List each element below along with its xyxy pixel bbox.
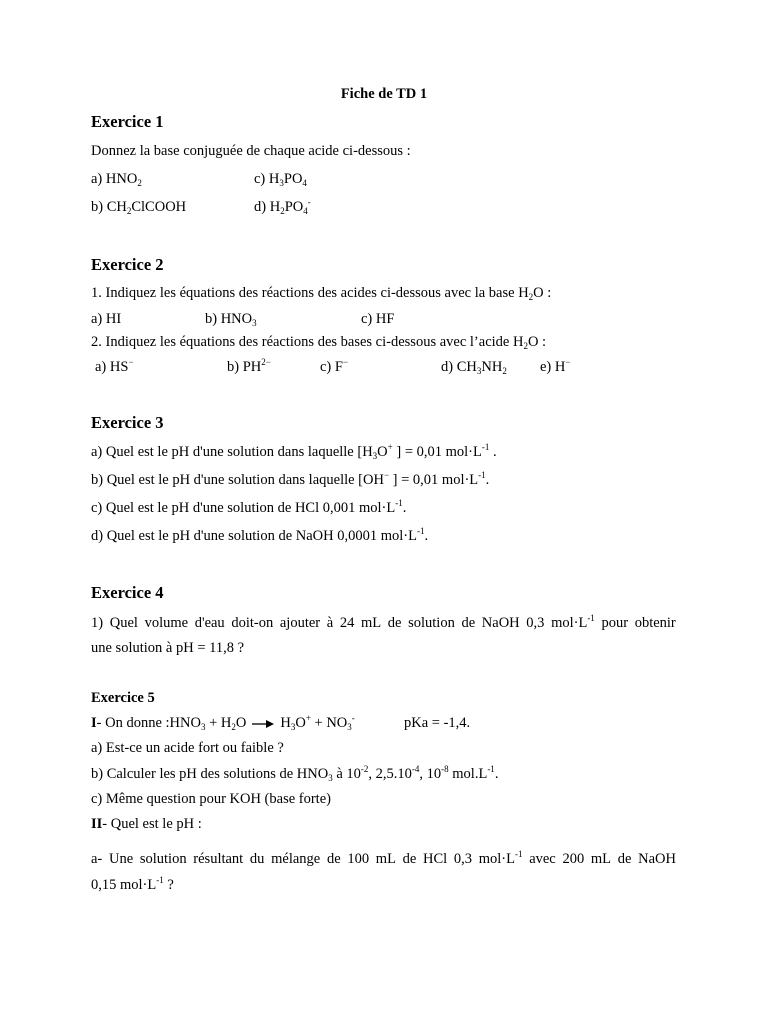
exercise-2-q2-item-c: c) F− (320, 357, 349, 375)
exercise-1-prompt: Donnez la base conjuguée de chaque acide ci-dessous : (91, 143, 411, 159)
exercise-5-part-2-heading: II- Quel est le pH : (91, 816, 202, 832)
exercise-2-question-1: 1. Indiquez les équations des réactions des acides ci-dessous avec la base $H_2O$ : (91, 285, 552, 302)
exercise-5-item-c: c) Même question pour KOH (base forte) (91, 791, 331, 807)
exercise-5-part-2-item-a-line-1: a- Une solution résultant du mélange de 100 mL de HCl 0,3 $mol\cdot L^{-1}$ avec 200 mL de NaOH (91, 849, 676, 867)
exercise-5-item-b: b) Calculer les pH des solutions de $HNO_3$ à $10^{-2}$, $2,5.10^{-4}$, $10^{-8}$ $mol.L^{-1}$. (91, 764, 499, 783)
exercise-2-question-2: 2. Indiquez les équations des réactions des bases ci-dessous avec l’acide $H_2O$ : (91, 334, 547, 351)
exercise-3-item-b: b) Quel est le pH d'une solution dans laquelle [OH− ] = 0,01 $mol\cdot L^{-1}$. (91, 470, 490, 488)
exercise-1-item-c: c) $H_3PO_4$ (254, 171, 307, 188)
exercise-2-q2-item-e: e) H− (540, 357, 571, 375)
exercise-5-part-1-equation: I- On donne $:HNO_3 + H_2O$ $H_3O^+ + NO_3^-$ (91, 713, 355, 732)
exercise-2-q2-item-b: b) $PH^{2-}$ (227, 357, 271, 375)
exercise-1-heading: Exercice 1 (91, 112, 164, 131)
exercise-1-item-b: b) $CH_2ClCOOH$ (91, 199, 187, 216)
exercise-1-item-d: d) $H_2PO_4^-$ (254, 197, 311, 216)
exercise-2-q1-item-a: a) HI (91, 311, 122, 327)
exercise-4-heading: Exercice 4 (91, 583, 164, 602)
exercise-5-part-2-item-a-line-2: 0,15 $mol\cdot L^{-1}$ ? (91, 875, 174, 893)
document-title: Fiche de TD 1 (340, 86, 428, 102)
exercise-2-heading: Exercice 2 (91, 255, 164, 274)
exercise-2-q2-item-d: d) $CH_3NH_2$ (441, 359, 507, 376)
exercise-5-item-a: a) Est-ce un acide fort ou faible ? (91, 740, 284, 756)
exercise-5-pka: pKa = -1,4. (404, 715, 471, 731)
exercise-4-question-line-1: 1) Quel volume d'eau doit-on ajouter à 24 mL de solution de NaOH 0,3 $mol\cdot L^{-1}$ pour obtenir (91, 613, 676, 631)
exercise-2-q1-item-b: b) $HNO_3$ (205, 311, 257, 328)
exercise-3-item-a: a) Quel est le pH d'une solution dans laquelle [$H_3O^+$ ] = 0,01 $mol\cdot L^{-1}$ . (91, 442, 497, 461)
reaction-arrow-icon (252, 719, 274, 729)
exercise-3-item-c: c) Quel est le pH d'une solution de HCl 0,001 $mol\cdot L^{-1}$. (91, 498, 407, 516)
exercise-5-heading: Exercice 5 (91, 690, 155, 706)
exercise-2-q1-item-c: c) HF (361, 311, 395, 327)
exercise-4-question-line-2: une solution à pH = 11,8 ? (91, 640, 245, 656)
exercise-1-item-a: a) $HNO_2$ (91, 171, 142, 188)
exercise-3-item-d: d) Quel est le pH d'une solution de NaOH 0,0001 $mol\cdot L^{-1}$. (91, 526, 429, 544)
exercise-3-heading: Exercice 3 (91, 413, 164, 432)
exercise-2-q2-item-a: a) HS− (95, 357, 134, 375)
